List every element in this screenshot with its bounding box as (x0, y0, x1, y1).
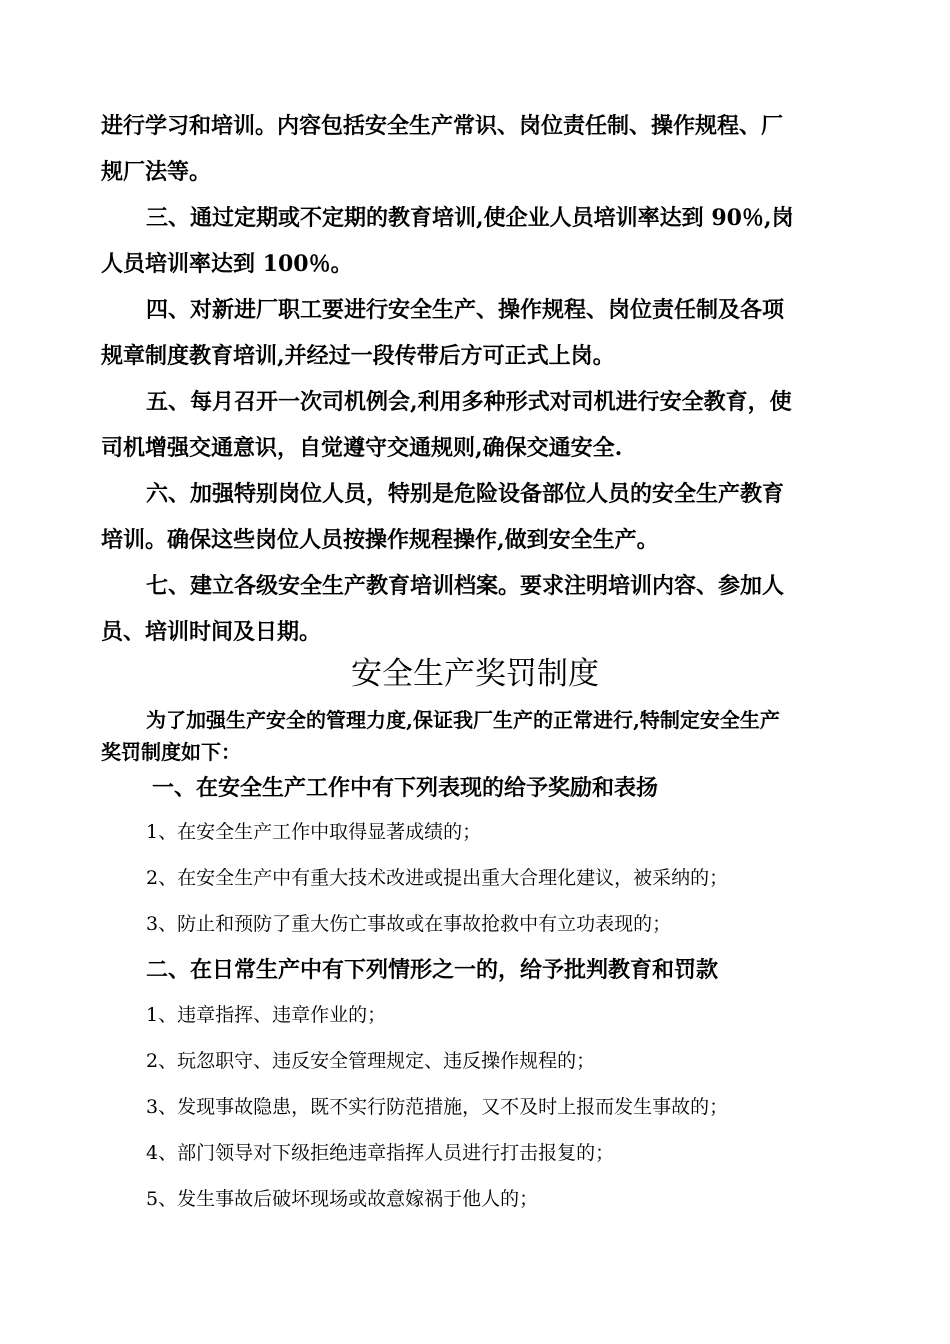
document-title: 安全生产奖罚制度 (351, 656, 599, 692)
section-heading-penalties: 二、在日常生产中有下列情形之一的，给予批判教育和罚款 (146, 957, 719, 983)
section-heading-rewards: 一、在安全生产工作中有下列表现的给予奖励和表扬 (152, 775, 659, 801)
paragraph-line: 规厂法等。 (101, 159, 212, 185)
list-item: 2、在安全生产中有重大技术改进或提出重大合理化建议，被采纳的； (146, 867, 729, 889)
list-item: 4、部门领导对下级拒绝违章指挥人员进行打击报复的； (146, 1142, 615, 1164)
list-item: 3、发现事故隐患，既不实行防范措施，又不及时上报而发生事故的； (146, 1096, 729, 1118)
paragraph-line: 规章制度教育培训,并经过一段传带后方可正式上岗。 (101, 343, 615, 369)
list-item: 5、发生事故后破坏现场或故意嫁祸于他人的； (146, 1188, 539, 1210)
paragraph-line: 进行学习和培训。内容包括安全生产常识、岗位责任制、操作规程、厂 (101, 113, 784, 139)
paragraph-line: 三、通过定期或不定期的教育培训,使企业人员培训率达到 90％,岗 (146, 205, 794, 231)
paragraph-line: 司机增强交通意识，自觉遵守交通规则,确保交通安全. (101, 435, 623, 461)
intro-line: 为了加强生产安全的管理力度,保证我厂生产的正常进行,特制定安全生产 (146, 708, 780, 732)
paragraph-line: 员、培训时间及日期。 (101, 619, 322, 645)
list-item: 1、违章指挥、违章作业的； (146, 1004, 387, 1026)
paragraph-line: 七、建立各级安全生产教育培训档案。要求注明培训内容、参加人 (146, 573, 785, 599)
list-item: 3、防止和预防了重大伤亡事故或在事故抢救中有立功表现的； (146, 913, 672, 935)
paragraph-line: 培训。确保这些岗位人员按操作规程操作,做到安全生产。 (101, 527, 659, 553)
intro-line: 奖罚制度如下： (101, 740, 241, 764)
list-item: 2、玩忽职守、违反安全管理规定、违反操作规程的； (146, 1050, 596, 1072)
paragraph-line: 六、加强特别岗位人员，特别是危险设备部位人员的安全生产教育 (146, 481, 785, 507)
paragraph-line: 五、每月召开一次司机例会,利用多种形式对司机进行安全教育，使 (146, 389, 792, 415)
paragraph-line: 四、对新进厂职工要进行安全生产、操作规程、岗位责任制及各项 (146, 297, 785, 323)
paragraph-line: 人员培训率达到 100％。 (101, 251, 353, 277)
list-item: 1、在安全生产工作中取得显著成绩的； (146, 821, 482, 843)
